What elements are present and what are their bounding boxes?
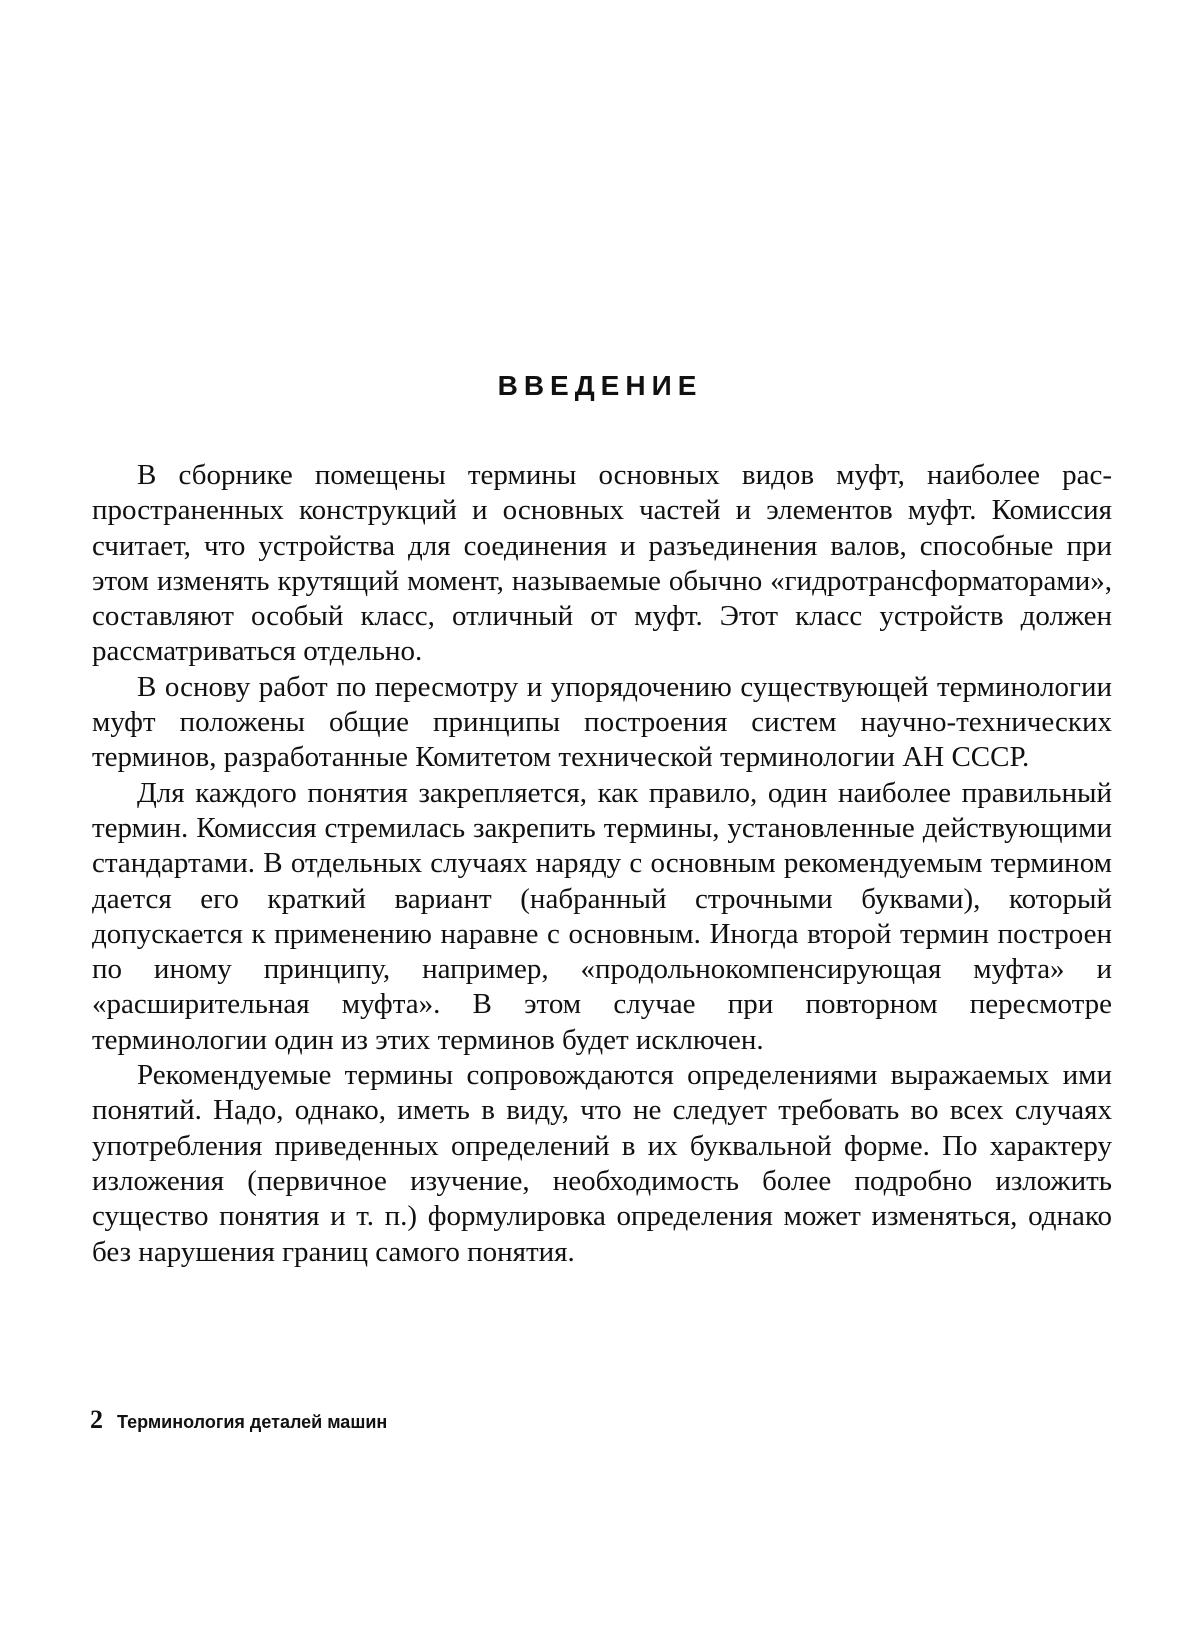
page-title: ВВЕДЕНИЕ [0,370,1200,402]
page-footer [90,1405,387,1435]
paragraph-3: Для каждого понятия закрепляется, как правило, один наиболее пра­вильный термин. Комиссия стремилась закрепить термины, установленные действующими стандартами. В отдельных случаях наряду с основным ре­комендуемым термином дается его краткий вариант (набранный строч­ными буквами), который допускается к применению наравне с основным. Иногда второй термин построен по иному принципу, например, «продоль­нокомпенсирующая муфта» и «расширительная муфта». В этом случае при повторном пересмотре терминологии один из этих терминов будет исклю­чен. [92,776,1112,1058]
document-page [0,0,1200,1646]
paragraph-1: В сборнике помещены термины основных видов муфт, наиболее рас­пространенных конструкций и основных частей и элементов муфт. Комис­сия считает, что устройства для соединения и разъединения валов, спо­собные при этом изменять крутящий момент, называемые обычно «гидро­трансформаторами», составляют особый класс, отличный от муфт. Этот класс устройств должен рассматриваться отдельно. [92,458,1112,670]
page-number: 2 [90,1405,103,1434]
running-title: Терминология деталей машин [117,1412,387,1432]
paragraph-4: Рекомендуемые термины сопровождаются определениями выражаемых ими понятий. Надо, однако, иметь в виду, что не следует требовать во всех случаях употребления приведенных определений в их буквальной форме. По характеру изложения (первичное изучение, необходимость более по­дробно изложить существо понятия и т. п.) формулировка определения может изменяться, однако без нарушения границ самого понятия. [92,1058,1112,1270]
body-text [92,458,1112,1270]
paragraph-2: В основу работ по пересмотру и упорядочению существующей термино­логии муфт положены общие принципы построения систем научно-техниче­ских терминов, разработанные Комитетом технической терминологии АН СССР. [92,670,1112,776]
